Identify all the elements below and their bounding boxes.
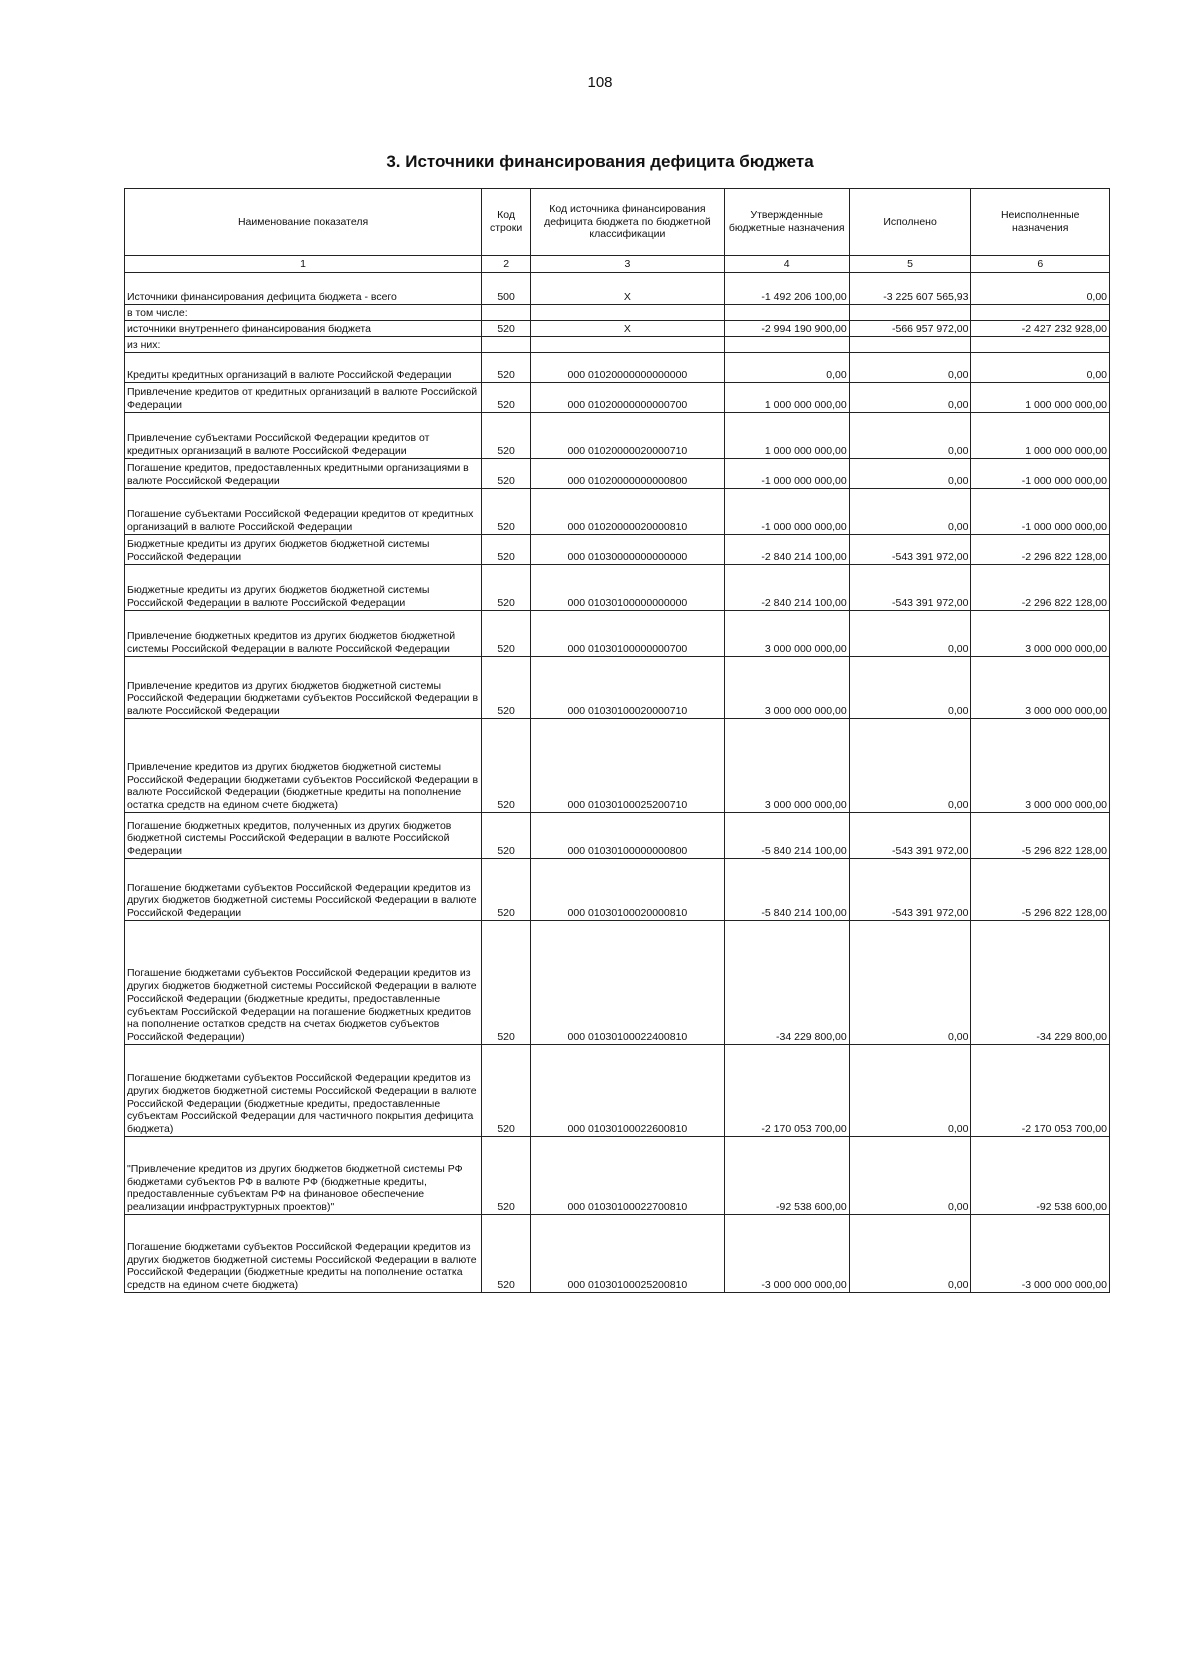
row-source-code: 000 01020000020000710 xyxy=(531,413,725,459)
row-unexecuted: -1 000 000 000,00 xyxy=(971,459,1110,489)
row-source-code: X xyxy=(531,321,725,337)
row-approved: 0,00 xyxy=(724,353,849,383)
row-name: Погашение кредитов, предоставленных кредитными организациями в валюте Российской Федерации xyxy=(125,459,482,489)
row-unexecuted: -1 000 000 000,00 xyxy=(971,489,1110,535)
row-name: Привлечение кредитов из других бюджетов бюджетной системы Российской Федерации бюджетами субъектов Российской Федерации в валюте Российской Федерации (бюджетные кредиты на пополнение остатка средств на едином счете бюджета) xyxy=(125,719,482,813)
row-executed xyxy=(849,337,971,353)
row-approved: 3 000 000 000,00 xyxy=(724,611,849,657)
row-source-code: 000 01020000000000000 xyxy=(531,353,725,383)
row-approved: -5 840 214 100,00 xyxy=(724,813,849,859)
row-line-code: 520 xyxy=(482,859,531,921)
row-unexecuted: -2 296 822 128,00 xyxy=(971,535,1110,565)
row-executed: 0,00 xyxy=(849,383,971,413)
table-row xyxy=(125,273,1110,305)
row-line-code: 520 xyxy=(482,921,531,1045)
row-name: Погашение бюджетных кредитов, полученных из других бюджетов бюджетной системы Российской Федерации в валюте Российской Федерации xyxy=(125,813,482,859)
column-number: 2 xyxy=(482,256,531,273)
header-source-code: Код источника финансирования дефицита бюджета по бюджетной классификации xyxy=(531,189,725,256)
row-name: Погашение бюджетами субъектов Российской Федерации кредитов из других бюджетов бюджетной системы Российской Федерации в валюте Российской Федерации (бюджетные кредиты, предоставленные субъектам Российской Федерации на погашение бюджетных кредитов на пополнение остатков средств на счетах бюджетов субъектов Российской Федерации) xyxy=(125,921,482,1045)
page-title: 3. Источники финансирования дефицита бюджета xyxy=(386,152,814,171)
row-source-code: 000 01020000000000800 xyxy=(531,459,725,489)
row-line-code: 520 xyxy=(482,657,531,719)
row-line-code: 520 xyxy=(482,611,531,657)
row-source-code: 000 01030100025200710 xyxy=(531,719,725,813)
row-name: Источники финансирования дефицита бюджета - всего xyxy=(125,273,482,305)
row-source-code xyxy=(531,337,725,353)
table-row xyxy=(125,859,1110,921)
row-executed xyxy=(849,305,971,321)
row-approved: 3 000 000 000,00 xyxy=(724,719,849,813)
row-name: Погашение бюджетами субъектов Российской Федерации кредитов из других бюджетов бюджетной системы Российской Федерации в валюте Российской Федерации (бюджетные кредиты на пополнение остатка средств на едином счете бюджета) xyxy=(125,1215,482,1293)
column-number: 3 xyxy=(531,256,725,273)
table-row xyxy=(125,489,1110,535)
row-line-code xyxy=(482,305,531,321)
header-executed: Исполнено xyxy=(849,189,971,256)
row-line-code: 520 xyxy=(482,813,531,859)
row-unexecuted: 3 000 000 000,00 xyxy=(971,611,1110,657)
row-source-code: 000 01030100022600810 xyxy=(531,1045,725,1137)
row-unexecuted: 1 000 000 000,00 xyxy=(971,383,1110,413)
row-executed: 0,00 xyxy=(849,611,971,657)
financing-sources-table xyxy=(124,188,1110,1293)
row-executed: -543 391 972,00 xyxy=(849,859,971,921)
row-line-code: 520 xyxy=(482,1137,531,1215)
row-approved xyxy=(724,337,849,353)
column-number: 6 xyxy=(971,256,1110,273)
header-line-code: Код строки xyxy=(482,189,531,256)
row-line-code: 500 xyxy=(482,273,531,305)
row-line-code: 520 xyxy=(482,383,531,413)
row-approved: 3 000 000 000,00 xyxy=(724,657,849,719)
row-name: Привлечение субъектами Российской Федерации кредитов от кредитных организаций в валюте Российской Федерации xyxy=(125,413,482,459)
row-executed: -543 391 972,00 xyxy=(849,813,971,859)
table-row xyxy=(125,921,1110,1045)
row-name: в том числе: xyxy=(125,305,482,321)
row-source-code: 000 01030100022700810 xyxy=(531,1137,725,1215)
row-line-code: 520 xyxy=(482,719,531,813)
table-row xyxy=(125,321,1110,337)
row-executed: 0,00 xyxy=(849,489,971,535)
row-unexecuted: -2 296 822 128,00 xyxy=(971,565,1110,611)
row-executed: 0,00 xyxy=(849,1215,971,1293)
row-line-code: 520 xyxy=(482,565,531,611)
row-executed: -566 957 972,00 xyxy=(849,321,971,337)
table-row xyxy=(125,459,1110,489)
row-approved: -92 538 600,00 xyxy=(724,1137,849,1215)
row-approved: 1 000 000 000,00 xyxy=(724,413,849,459)
row-approved: -1 000 000 000,00 xyxy=(724,459,849,489)
row-approved: -2 840 214 100,00 xyxy=(724,535,849,565)
row-name: "Привлечение кредитов из других бюджетов бюджетной системы РФ бюджетами субъектов РФ в валюте РФ (бюджетные кредиты, предоставленные субъектам РФ на финановое обеспечение реализации инфраструктурных проектов)" xyxy=(125,1137,482,1215)
table-header-row xyxy=(125,189,1110,256)
row-source-code: 000 01030100020000810 xyxy=(531,859,725,921)
row-unexecuted: 3 000 000 000,00 xyxy=(971,719,1110,813)
row-source-code: 000 01030000000000000 xyxy=(531,535,725,565)
row-approved: -1 492 206 100,00 xyxy=(724,273,849,305)
row-name: Кредиты кредитных организаций в валюте Российской Федерации xyxy=(125,353,482,383)
row-name: Погашение бюджетами субъектов Российской Федерации кредитов из других бюджетов бюджетной системы Российской Федерации в валюте Российской Федерации xyxy=(125,859,482,921)
header-unexecuted: Неисполненные назначения xyxy=(971,189,1110,256)
row-unexecuted: -2 427 232 928,00 xyxy=(971,321,1110,337)
column-numbers-row xyxy=(125,256,1110,273)
row-name: Погашение бюджетами субъектов Российской Федерации кредитов из других бюджетов бюджетной системы Российской Федерации в валюте Российской Федерации (бюджетные кредиты, предоставленные субъектам Российской Федерации для частичного покрытия дефицита бюджета) xyxy=(125,1045,482,1137)
row-line-code: 520 xyxy=(482,321,531,337)
row-line-code xyxy=(482,337,531,353)
row-line-code: 520 xyxy=(482,1045,531,1137)
row-unexecuted xyxy=(971,305,1110,321)
table-row xyxy=(125,813,1110,859)
row-source-code: 000 01030100000000000 xyxy=(531,565,725,611)
table-row xyxy=(125,1215,1110,1293)
row-unexecuted: -3 000 000 000,00 xyxy=(971,1215,1110,1293)
row-source-code: 000 01020000020000810 xyxy=(531,489,725,535)
row-source-code: 000 01030100000000700 xyxy=(531,611,725,657)
row-name: Привлечение бюджетных кредитов из других бюджетов бюджетной системы Российской Федерации в валюте Российской Федерации xyxy=(125,611,482,657)
row-executed: 0,00 xyxy=(849,1045,971,1137)
row-approved: -34 229 800,00 xyxy=(724,921,849,1045)
row-approved: -2 840 214 100,00 xyxy=(724,565,849,611)
row-executed: -543 391 972,00 xyxy=(849,535,971,565)
row-approved: -3 000 000 000,00 xyxy=(724,1215,849,1293)
row-unexecuted: -5 296 822 128,00 xyxy=(971,859,1110,921)
row-unexecuted: 0,00 xyxy=(971,353,1110,383)
row-line-code: 520 xyxy=(482,353,531,383)
row-name: Погашение субъектами Российской Федерации кредитов от кредитных организаций в валюте Российской Федерации xyxy=(125,489,482,535)
row-executed: 0,00 xyxy=(849,413,971,459)
row-line-code: 520 xyxy=(482,413,531,459)
row-name: Привлечение кредитов от кредитных организаций в валюте Российской Федерации xyxy=(125,383,482,413)
row-approved: -1 000 000 000,00 xyxy=(724,489,849,535)
table-row xyxy=(125,1045,1110,1137)
table-row xyxy=(125,337,1110,353)
row-source-code: X xyxy=(531,273,725,305)
row-executed: 0,00 xyxy=(849,657,971,719)
table-row xyxy=(125,611,1110,657)
table-row xyxy=(125,383,1110,413)
row-name: Привлечение кредитов из других бюджетов бюджетной системы Российской Федерации бюджетами субъектов Российской Федерации в валюте Российской Федерации xyxy=(125,657,482,719)
table-row xyxy=(125,305,1110,321)
page-number: 108 xyxy=(587,74,613,91)
row-executed: 0,00 xyxy=(849,921,971,1045)
row-executed: 0,00 xyxy=(849,719,971,813)
table-row xyxy=(125,353,1110,383)
row-unexecuted: -34 229 800,00 xyxy=(971,921,1110,1045)
row-executed: 0,00 xyxy=(849,353,971,383)
row-executed: -3 225 607 565,93 xyxy=(849,273,971,305)
row-line-code: 520 xyxy=(482,535,531,565)
table-row xyxy=(125,413,1110,459)
table-row xyxy=(125,565,1110,611)
row-source-code: 000 01030100022400810 xyxy=(531,921,725,1045)
table-row xyxy=(125,535,1110,565)
row-approved: -2 170 053 700,00 xyxy=(724,1045,849,1137)
row-unexecuted: 3 000 000 000,00 xyxy=(971,657,1110,719)
column-number: 4 xyxy=(724,256,849,273)
header-approved: Утвержденные бюджетные назначения xyxy=(724,189,849,256)
row-unexecuted: 1 000 000 000,00 xyxy=(971,413,1110,459)
table-row xyxy=(125,719,1110,813)
column-number: 1 xyxy=(125,256,482,273)
table-row xyxy=(125,657,1110,719)
row-name: из них: xyxy=(125,337,482,353)
row-name: Бюджетные кредиты из других бюджетов бюджетной системы Российской Федерации в валюте Российской Федерации xyxy=(125,565,482,611)
row-unexecuted: -2 170 053 700,00 xyxy=(971,1045,1110,1137)
row-unexecuted: -92 538 600,00 xyxy=(971,1137,1110,1215)
row-source-code: 000 01020000000000700 xyxy=(531,383,725,413)
row-executed: 0,00 xyxy=(849,459,971,489)
row-name: Бюджетные кредиты из других бюджетов бюджетной системы Российской Федерации xyxy=(125,535,482,565)
row-unexecuted: -5 296 822 128,00 xyxy=(971,813,1110,859)
row-name: источники внутреннего финансирования бюджета xyxy=(125,321,482,337)
column-number: 5 xyxy=(849,256,971,273)
row-source-code: 000 01030100000000800 xyxy=(531,813,725,859)
row-executed: -543 391 972,00 xyxy=(849,565,971,611)
row-approved: -5 840 214 100,00 xyxy=(724,859,849,921)
header-indicator-name: Наименование показателя xyxy=(125,189,482,256)
row-approved: -2 994 190 900,00 xyxy=(724,321,849,337)
row-approved xyxy=(724,305,849,321)
row-source-code xyxy=(531,305,725,321)
row-approved: 1 000 000 000,00 xyxy=(724,383,849,413)
row-executed: 0,00 xyxy=(849,1137,971,1215)
row-line-code: 520 xyxy=(482,459,531,489)
row-unexecuted: 0,00 xyxy=(971,273,1110,305)
row-source-code: 000 01030100025200810 xyxy=(531,1215,725,1293)
row-unexecuted xyxy=(971,337,1110,353)
table-row xyxy=(125,1137,1110,1215)
row-line-code: 520 xyxy=(482,489,531,535)
row-source-code: 000 01030100020000710 xyxy=(531,657,725,719)
row-line-code: 520 xyxy=(482,1215,531,1293)
